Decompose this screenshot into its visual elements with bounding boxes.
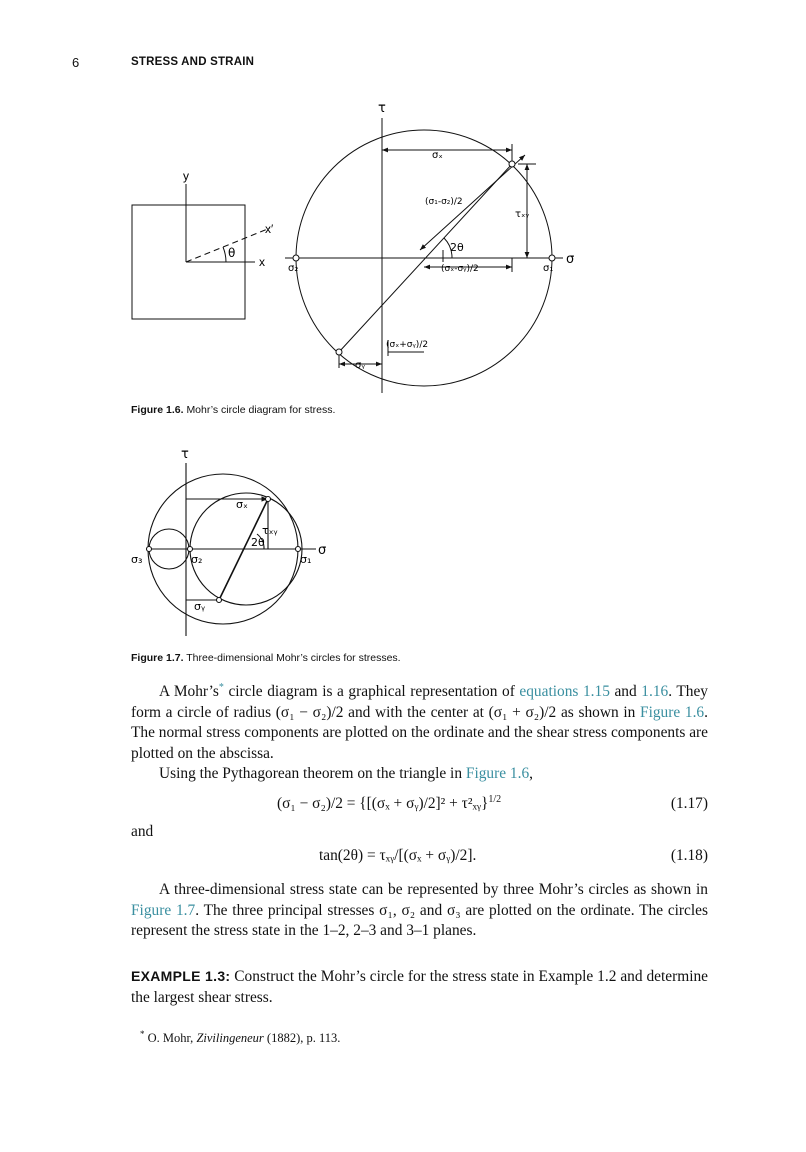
center-label: (σₓ+σᵧ)/2 <box>386 340 429 350</box>
fig17-two-theta-label: 2θ <box>251 536 265 549</box>
sigma-axis-label: σ <box>566 252 575 267</box>
equation-1-18 <box>131 847 708 871</box>
example-text: Construct the Mohr’s circle for the stress state in Example 1.2 and determine the largest shear stress. <box>131 968 708 1006</box>
para2-text-1: Using the Pythagorean theorem on the triangle in <box>159 765 466 782</box>
half-diff-label: (σₓ-σᵧ)/2 <box>441 264 479 274</box>
equation-1-18-number: (1.18) <box>670 847 708 864</box>
two-theta-label: 2θ <box>450 241 464 254</box>
figure-1-7-caption <box>131 652 401 664</box>
element-theta-label: θ <box>228 246 236 260</box>
tau-xy-label: τₓᵧ <box>515 209 530 220</box>
element-x-label: x <box>259 255 265 269</box>
point-y <box>336 349 342 355</box>
element-y-label: y <box>183 169 189 183</box>
link-figure-1-7[interactable]: Figure 1.7 <box>131 901 196 919</box>
para2-text-2: , <box>529 765 534 782</box>
para3-text-2: . The three principal stresses σ₁, σ₂ and σ₃ are plotted on the ordinate. The circles represent the stress state in the 1–2, 2–3 and 3–1 planes. <box>131 901 708 939</box>
fig17-tau-xy-label: τₓᵧ <box>262 524 278 537</box>
footnote-journal: Zivilingeneur <box>196 1031 264 1045</box>
tau-axis-label: τ <box>378 101 386 116</box>
figure-1-6-caption <box>131 404 335 416</box>
sigma-1-label: σ₁ <box>543 263 554 274</box>
figure-1-6-element <box>132 184 270 319</box>
fig17-sigma-y-label: σᵧ <box>194 600 206 613</box>
fig17-point-sigma3 <box>147 547 152 552</box>
footnote-text-2: (1882), p. 113. <box>263 1031 341 1045</box>
para1-text-4: . They form a circle of radius (σ₁ − σ₂)/2 and with the center at (σ₁ + σ₂)/2 as shown in <box>131 683 708 721</box>
footnote <box>140 1028 341 1046</box>
point-sigma1 <box>549 255 555 261</box>
fig17-point-sigma1 <box>296 547 301 552</box>
paragraph-three-dimensional <box>131 880 708 942</box>
equation-1-17 <box>131 795 708 819</box>
footnote-marker: * <box>140 1028 145 1039</box>
page-number: 6 <box>72 55 80 70</box>
para1-text-5: . The normal stress components are plotted on the ordinate and the shear stress components are plotted on the abscissa. <box>131 703 708 762</box>
figure-1-7-caption-text: Three-dimensional Mohr’s circles for stresses. <box>186 652 401 664</box>
example-label: EXAMPLE 1.3: <box>131 968 231 984</box>
equation-1-17-exponent: 1/2 <box>488 793 502 805</box>
fig17-sigma-1-label: σ₁ <box>300 553 312 566</box>
figure-1-7-label: Figure 1.7. <box>131 652 184 664</box>
element-x-prime-label: x′ <box>265 222 274 236</box>
example-1-3 <box>131 966 708 1008</box>
link-figure-1-6[interactable]: Figure 1.6 <box>640 703 705 721</box>
sigma-y-label: σᵧ <box>355 360 366 371</box>
sigma-x-label: σₓ <box>432 150 443 161</box>
paragraph-pythagorean <box>131 764 708 785</box>
radius-label: (σ₁-σ₂)/2 <box>425 197 463 207</box>
equation-1-17-number: (1.17) <box>670 795 708 812</box>
para1-text-3: and <box>609 683 642 700</box>
figure-1-6-mohr-circle <box>285 118 563 393</box>
equation-1-18-body: tan(2θ) = τₓᵧ/[(σₓ + σᵧ)/2]. <box>319 847 477 864</box>
point-x <box>509 161 515 167</box>
para3-text-1: A three-dimensional stress state can be represented by three Mohr’s circles as shown in <box>159 881 708 898</box>
link-equation-1-15[interactable]: equations 1.15 <box>519 683 610 700</box>
fig17-point-x <box>266 497 271 502</box>
link-figure-1-6-b[interactable]: Figure 1.6 <box>465 765 530 782</box>
link-equation-1-16[interactable]: 1.16 <box>641 683 669 700</box>
fig17-sigma-2-label: σ₂ <box>191 553 203 566</box>
fig17-sigma-label: σ <box>318 543 327 558</box>
fig17-tau-label: τ <box>181 447 189 462</box>
footnote-text-1: O. Mohr, <box>144 1031 197 1045</box>
figure-1-6-caption-text: Mohr’s circle diagram for stress. <box>186 404 336 416</box>
para1-text-1: A Mohr’s <box>159 683 219 700</box>
running-head: STRESS AND STRAIN <box>131 56 255 68</box>
para1-text-2: circle diagram is a graphical representation of <box>223 683 520 700</box>
paragraph-mohr-intro <box>131 682 708 764</box>
figure-1-7-circles <box>147 463 317 636</box>
fig17-sigma-x-label: σₓ <box>236 498 248 511</box>
theta-arc <box>223 247 226 262</box>
figure-1-6-label: Figure 1.6. <box>131 404 184 416</box>
footnote-marker-link[interactable]: * <box>218 681 224 693</box>
fig17-point-sigma2 <box>188 547 193 552</box>
fig17-point-y <box>217 598 222 603</box>
fig17-sigma-3-label: σ₃ <box>131 553 143 566</box>
point-sigma2 <box>293 255 299 261</box>
equation-1-17-body: (σ₁ − σ₂)/2 = {[(σₓ + σᵧ)/2]² + τ²ₓᵧ} <box>277 795 489 812</box>
sigma-2-label: σ₂ <box>288 263 299 274</box>
and-word: and <box>131 823 154 840</box>
